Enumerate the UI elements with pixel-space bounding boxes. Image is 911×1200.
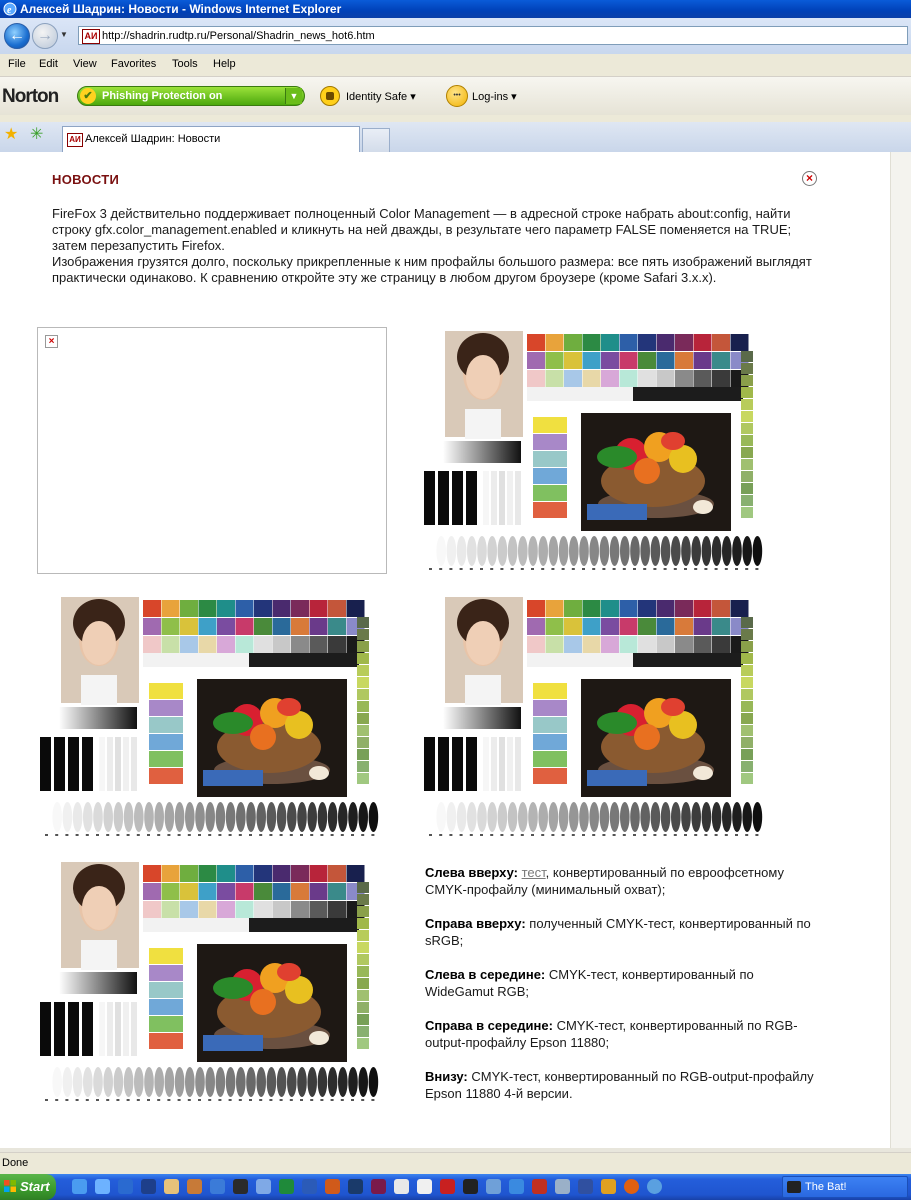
- quicklaunch-media-icon[interactable]: [118, 1179, 133, 1194]
- chevron-down-icon[interactable]: ▼: [285, 88, 302, 104]
- tab-bar: [0, 122, 911, 153]
- identity-safe-label: Identity Safe: [346, 91, 408, 103]
- quicklaunch-app-icon[interactable]: [555, 1179, 570, 1194]
- quicklaunch-app-icon[interactable]: [233, 1179, 248, 1194]
- quicklaunch-app-icon[interactable]: [578, 1179, 593, 1194]
- address-bar[interactable]: [78, 26, 908, 45]
- test-link[interactable]: тест: [521, 865, 546, 880]
- quicklaunch-word-icon[interactable]: [302, 1179, 317, 1194]
- intro-text: [52, 206, 812, 286]
- menu-file[interactable]: File: [8, 58, 26, 70]
- menu-view[interactable]: View: [73, 58, 97, 70]
- favorites-star-icon[interactable]: ★: [4, 126, 19, 143]
- site-favicon-icon: AИ: [82, 29, 100, 44]
- quicklaunch-app-icon[interactable]: [601, 1179, 616, 1194]
- test-image-epson: [421, 595, 767, 839]
- status-bar: [0, 1152, 911, 1175]
- menu-favorites[interactable]: Favorites: [111, 58, 157, 70]
- quicklaunch-ie-icon[interactable]: [72, 1179, 87, 1194]
- phishing-protection-label: Phishing Protection on: [102, 90, 223, 102]
- quicklaunch-app-icon[interactable]: [463, 1179, 478, 1194]
- tab-title: Алексей Шадрин: Новости: [85, 133, 221, 145]
- color-test-target: [37, 595, 383, 839]
- start-label: Start: [20, 1179, 50, 1194]
- description-4-text: CMYK-тест, конвертированный по RGB-output-профайлу Epson 11880;: [425, 1018, 798, 1050]
- window-titlebar: [0, 0, 911, 18]
- identity-safe-button[interactable]: Identity Safe ▾: [346, 91, 416, 103]
- color-test-target: [37, 860, 383, 1104]
- description-1: [425, 864, 825, 898]
- quicklaunch-app-icon[interactable]: [164, 1179, 179, 1194]
- color-test-target: [421, 329, 767, 573]
- logins-button[interactable]: Log-ins ▾: [472, 91, 517, 103]
- back-button[interactable]: [4, 23, 30, 49]
- history-dropdown-icon[interactable]: ▼: [60, 30, 68, 39]
- quicklaunch-acrobat-icon[interactable]: [417, 1179, 432, 1194]
- tab-active[interactable]: [62, 126, 360, 152]
- navigation-bar: [0, 18, 911, 54]
- description-4: [425, 1017, 825, 1051]
- logins-icon[interactable]: •••: [446, 85, 468, 107]
- quicklaunch-app-icon[interactable]: [141, 1179, 156, 1194]
- bat-icon: [787, 1181, 801, 1193]
- back-arrow-icon: ←: [9, 27, 25, 44]
- page-title: НОВОСТИ: [52, 172, 120, 187]
- taskbar-item-label: The Bat!: [805, 1181, 847, 1193]
- quicklaunch-app-icon[interactable]: [325, 1179, 340, 1194]
- description-3-text: CMYK-тест, конвертированный по WideGamut RGB;: [425, 967, 754, 999]
- forward-arrow-icon: →: [37, 27, 53, 44]
- windows-taskbar: [0, 1174, 911, 1200]
- description-4-label: Справа в середине:: [425, 1018, 553, 1033]
- windows-flag-icon: [4, 1180, 16, 1192]
- image-descriptions: [425, 864, 825, 1119]
- add-favorite-icon[interactable]: ✳: [30, 126, 44, 143]
- menu-edit[interactable]: Edit: [39, 58, 58, 70]
- broken-image-icon: ×: [45, 335, 58, 348]
- taskbar-item-thebat[interactable]: [782, 1176, 908, 1198]
- quicklaunch-indesign-icon[interactable]: [371, 1179, 386, 1194]
- description-5-text: CMYK-тест, конвертированный по RGB-output-профайлу Epson 11880 4-й версии.: [425, 1069, 814, 1101]
- quicklaunch-app-icon[interactable]: [486, 1179, 501, 1194]
- quicklaunch-app-icon[interactable]: [394, 1179, 409, 1194]
- intro-paragraph-2: Изображения грузятся долго, поскольку прикрепленные к ним профайлы большого размера: все пять изображений выглядят практически одинаково. К сравнению откройте эту же страницу в любом другом броузере (кроме Safari 3.x.x).: [52, 254, 812, 285]
- quicklaunch-app-icon[interactable]: [187, 1179, 202, 1194]
- start-button[interactable]: [0, 1174, 56, 1200]
- quicklaunch-firefox-icon[interactable]: [624, 1179, 639, 1194]
- menu-tools[interactable]: Tools: [172, 58, 198, 70]
- vertical-scrollbar[interactable]: [890, 152, 911, 1148]
- svg-text:e: e: [7, 5, 12, 16]
- description-1-label: Слева вверху:: [425, 865, 518, 880]
- tab-favicon-icon: AИ: [67, 133, 83, 147]
- description-1-text: , конвертированный по евроофсетному CMYK-профайлу (минимальный охват);: [425, 865, 784, 897]
- phishing-protection-button[interactable]: [77, 86, 305, 106]
- description-3: [425, 966, 825, 1000]
- quicklaunch-acrobat-icon[interactable]: [440, 1179, 455, 1194]
- description-2: [425, 915, 825, 949]
- address-input[interactable]: [102, 28, 892, 43]
- ie-icon: [3, 2, 17, 16]
- quicklaunch-app-icon[interactable]: [532, 1179, 547, 1194]
- description-2-label: Справа вверху:: [425, 916, 526, 931]
- norton-logo: Norton: [2, 86, 59, 107]
- color-test-target: [421, 595, 767, 839]
- intro-paragraph-1: FireFox 3 действительно поддерживает полноценный Color Management — в адресной строке набрать about:config, найти строку gfx.color_management.enabled и кликнуть на ней дважды, в результате чего параметр FALSE поменяется на TRUE; затем перезапустить Firefox.: [52, 206, 792, 253]
- broken-image: [37, 327, 387, 574]
- quicklaunch-app-icon[interactable]: [210, 1179, 225, 1194]
- menu-bar: [0, 54, 911, 77]
- logins-label: Log-ins: [472, 91, 509, 103]
- status-text: Done: [2, 1157, 29, 1169]
- quicklaunch-app-icon[interactable]: [647, 1179, 662, 1194]
- identity-safe-icon[interactable]: [320, 86, 340, 106]
- forward-button[interactable]: [32, 23, 58, 49]
- test-image-epson-v4: [37, 860, 383, 1104]
- description-5: [425, 1068, 825, 1102]
- quicklaunch-app-icon[interactable]: [256, 1179, 271, 1194]
- description-2-text: полученный CMYK-тест, конвертированный по sRGB;: [425, 916, 811, 948]
- norton-toolbar: [0, 77, 911, 115]
- window-title: Алексей Шадрин: Новости - Windows Internet Explorer: [20, 2, 342, 16]
- close-icon[interactable]: ×: [802, 171, 817, 186]
- quicklaunch-app-icon[interactable]: [509, 1179, 524, 1194]
- quicklaunch-outlook-icon[interactable]: [95, 1179, 110, 1194]
- quicklaunch-photoshop-icon[interactable]: [348, 1179, 363, 1194]
- description-5-label: Внизу:: [425, 1069, 468, 1084]
- menu-help[interactable]: Help: [213, 58, 236, 70]
- description-3-label: Слева в середине:: [425, 967, 546, 982]
- new-tab-button[interactable]: [362, 128, 390, 152]
- check-icon: ✔: [80, 88, 96, 104]
- test-image-srgb: [421, 329, 767, 573]
- quicklaunch-excel-icon[interactable]: [279, 1179, 294, 1194]
- test-image-widegamut: [37, 595, 383, 839]
